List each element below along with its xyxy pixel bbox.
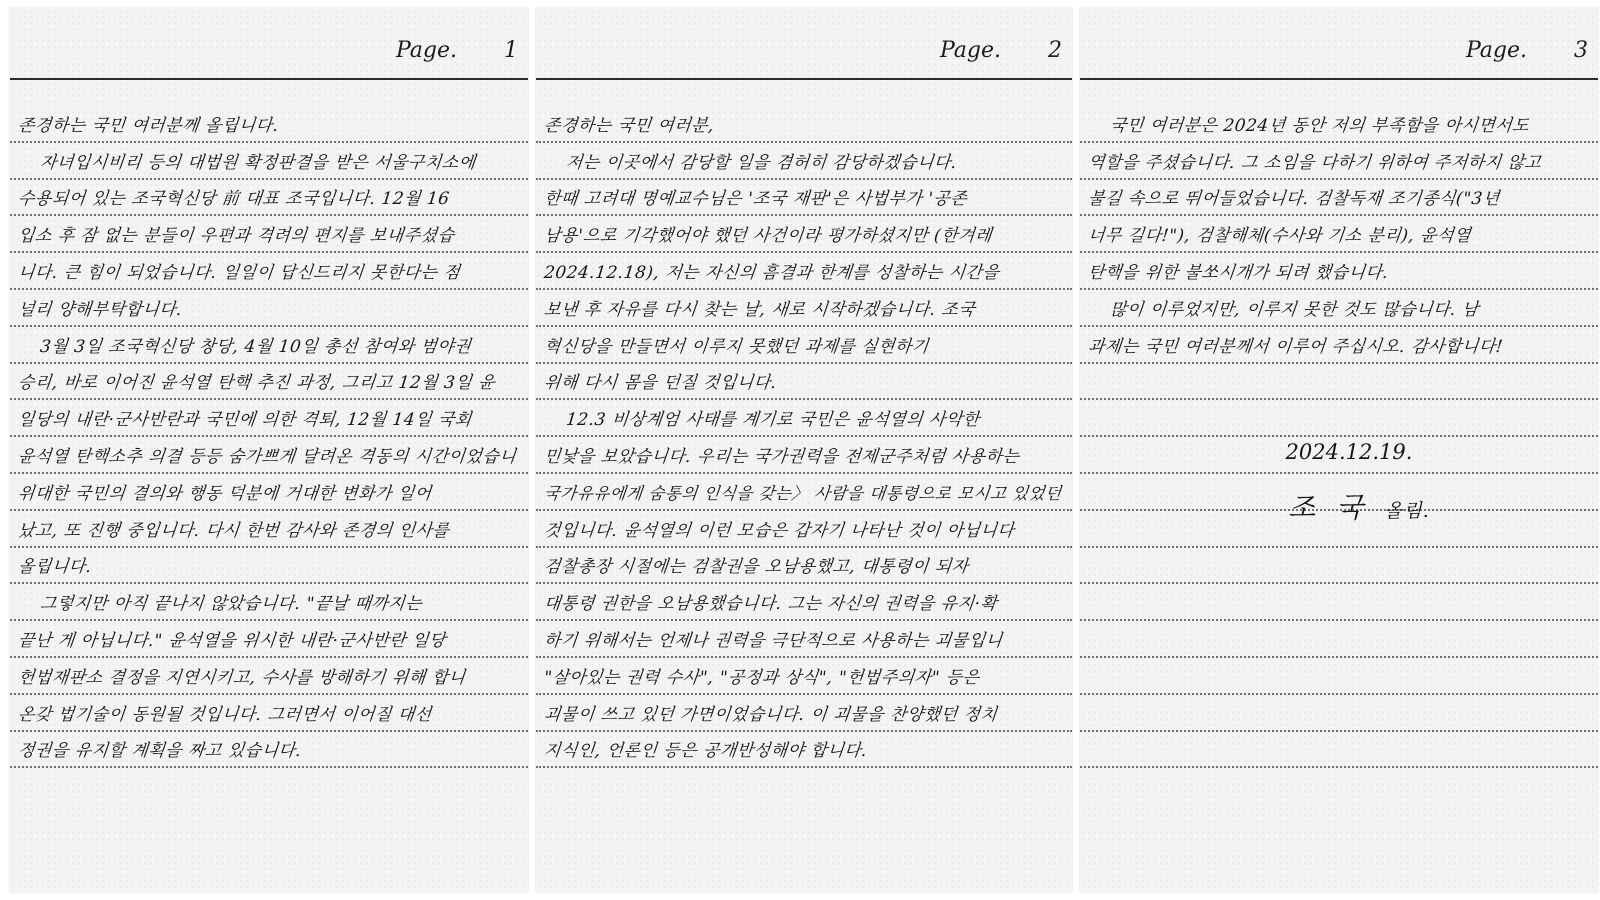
header-rule	[536, 78, 1072, 80]
handwritten-text: 많이 이루었지만, 이루지 못한 것도 많습니다. 남	[1108, 299, 1480, 320]
ruled-line	[1080, 143, 1598, 180]
handwritten-text: 한때 고려대 명예교수님은 '조국 재판'은 사법부가 '공존	[542, 189, 969, 210]
ruled-line	[536, 621, 1072, 658]
handwritten-text: 역할을 주셨습니다. 그 소임을 다하기 위하여 주저하지 않고	[1086, 152, 1543, 173]
handwritten-lines	[1080, 106, 1598, 768]
header-rule	[10, 78, 528, 80]
handwritten-text: 승리, 바로 이어진 윤석열 탄핵 추진 과정, 그리고 12월 3일 윤	[16, 373, 497, 394]
handwritten-text: 남용'으로 기각했어야 했던 사건이라 평가하셨지만 (한겨레	[542, 226, 994, 247]
handwritten-text: 존경하는 국민 여러분,	[542, 115, 716, 136]
signature	[1080, 486, 1598, 526]
ruled-line	[10, 437, 528, 474]
ruled-line	[10, 216, 528, 253]
ruled-line	[10, 584, 528, 621]
ruled-line	[1080, 400, 1598, 437]
ruled-line	[10, 511, 528, 548]
page-number: 3	[1574, 38, 1588, 63]
handwritten-text: 탄핵을 위한 불쏘시개가 되려 했습니다.	[1086, 262, 1390, 283]
handwritten-lines	[536, 106, 1072, 768]
ruled-line	[10, 400, 528, 437]
handwritten-text: 지식인, 언론인 등은 공개반성해야 합니다.	[542, 741, 869, 762]
page-header	[396, 38, 518, 63]
ruled-line	[10, 253, 528, 290]
handwritten-text: 올립니다.	[16, 557, 93, 578]
ruled-line	[536, 290, 1072, 327]
ruled-line	[536, 548, 1072, 585]
ruled-line	[536, 180, 1072, 217]
ruled-line	[536, 511, 1072, 548]
ruled-line	[1080, 290, 1598, 327]
handwritten-text: 정권을 유지할 계획을 짜고 있습니다.	[16, 741, 303, 762]
handwritten-text: 과제는 국민 여러분께서 이루어 주십시오. 감사합니다!	[1086, 336, 1505, 357]
ruled-line	[1080, 548, 1598, 585]
ruled-line	[10, 732, 528, 769]
page-header	[940, 38, 1062, 63]
ruled-line	[536, 695, 1072, 732]
ruled-line	[1080, 216, 1598, 253]
notebook-page-3	[1080, 8, 1598, 892]
page-label: Page.	[395, 38, 457, 63]
handwritten-text: 것입니다. 윤석열의 이런 모습은 갑자기 나타난 것이 아닙니다	[542, 520, 1016, 541]
handwritten-text: 났고, 또 진행 중입니다. 다시 한번 감사와 존경의 인사를	[16, 520, 451, 541]
handwritten-text: 위대한 국민의 결의와 행동 덕분에 거대한 변화가 일어	[16, 483, 433, 504]
ruled-line	[1080, 658, 1598, 695]
handwritten-text: 불길 속으로 뛰어들었습니다. 검찰독재 조기종식("3년	[1086, 189, 1501, 210]
notebook-page-1	[10, 8, 528, 892]
ruled-line	[10, 143, 528, 180]
handwritten-text: 국민 여러분은 2024년 동안 저의 부족함을 아시면서도	[1108, 115, 1531, 136]
ruled-line	[10, 695, 528, 732]
ruled-line	[536, 216, 1072, 253]
handwritten-text: 윤석열 탄핵소추 의결 등등 숨가쁘게 달려온 격동의 시간이었습니	[16, 446, 518, 467]
ruled-line	[536, 364, 1072, 401]
ruled-line	[1080, 106, 1598, 143]
ruled-line	[536, 732, 1072, 769]
ruled-line	[10, 327, 528, 364]
ruled-line	[1080, 621, 1598, 658]
handwritten-text: 혁신당을 만들면서 이루지 못했던 과제를 실현하기	[542, 336, 930, 357]
handwritten-text: 니다. 큰 힘이 되었습니다. 일일이 답신드리지 못한다는 점	[16, 262, 462, 283]
ruled-line	[10, 290, 528, 327]
handwritten-text: 끝난 게 아닙니다." 윤석열을 위시한 내란·군사반란 일당	[16, 630, 447, 651]
ruled-line	[1080, 584, 1598, 621]
handwritten-text: 너무 길다!"), 검찰해체(수사와 기소 분리), 윤석열	[1086, 226, 1473, 247]
notebook-page-2	[536, 8, 1072, 892]
handwritten-text: 널리 양해부탁합니다.	[16, 299, 184, 320]
ruled-line	[10, 548, 528, 585]
ruled-line	[536, 437, 1072, 474]
handwritten-text: 일당의 내란·군사반란과 국민에 의한 격퇴, 12월 14일 국회	[16, 410, 473, 431]
page-label: Page.	[1465, 38, 1527, 63]
handwritten-text: 자녀입시비리 등의 대법원 확정판결을 받은 서울구치소에	[38, 152, 477, 173]
handwritten-text: 12.3 비상계엄 사태를 계기로 국민은 윤석열의 사악한	[564, 410, 981, 431]
signature-name: 조 국	[1288, 491, 1370, 524]
handwritten-text: "살아있는 권력 수사", "공정과 상식", "헌법주의자" 등은	[542, 667, 981, 688]
ruled-line	[536, 584, 1072, 621]
ruled-line	[10, 474, 528, 511]
ruled-line	[10, 658, 528, 695]
ruled-line	[1080, 695, 1598, 732]
ruled-line	[536, 106, 1072, 143]
ruled-line	[1080, 327, 1598, 364]
header-rule	[1080, 78, 1598, 80]
handwritten-text: 국가유유에게 숨통의 인식을 갖는〉 사람을 대통령으로 모시고 있었던	[543, 483, 1063, 503]
page-header	[1466, 38, 1588, 63]
ruled-line	[536, 143, 1072, 180]
page-number: 1	[504, 38, 518, 63]
handwritten-text: 입소 후 잠 없는 분들이 우편과 격려의 편지를 보내주셨습	[16, 226, 456, 247]
handwritten-text: 위해 다시 몸을 던질 것입니다.	[542, 373, 778, 394]
handwritten-lines	[10, 106, 528, 768]
handwritten-text: 대통령 권한을 오남용했습니다. 그는 자신의 권력을 유지·확	[542, 594, 999, 615]
handwritten-text: 보낸 후 자유를 다시 찾는 날, 새로 시작하겠습니다. 조국	[542, 299, 977, 320]
ruled-line	[1080, 180, 1598, 217]
ruled-line	[10, 180, 528, 217]
handwritten-text: 3월 3일 조국혁신당 창당, 4월 10일 총선 참여와 범야권	[38, 336, 473, 357]
ruled-line	[1080, 253, 1598, 290]
handwritten-text: 존경하는 국민 여러분께 올립니다.	[16, 115, 280, 136]
handwritten-text: 민낯을 보았습니다. 우리는 국가권력을 전제군주처럼 사용하는	[542, 446, 1021, 467]
handwritten-text: 수용되어 있는 조국혁신당 前 대표 조국입니다. 12월 16	[16, 189, 451, 210]
handwritten-text: 검찰총장 시절에는 검찰권을 오남용했고, 대통령이 되자	[542, 557, 970, 578]
ruled-line	[10, 106, 528, 143]
handwritten-text: 2024.12.18), 저는 자신의 흠결과 한계를 성찰하는 시간을	[542, 262, 1001, 283]
handwritten-text: 저는 이곳에서 감당할 일을 겸허히 감당하겠습니다.	[564, 152, 958, 173]
page-number: 2	[1048, 38, 1062, 63]
signature-suffix: 올림.	[1384, 500, 1430, 522]
ruled-line	[536, 327, 1072, 364]
ruled-line	[10, 364, 528, 401]
handwritten-text: 온갖 법기술이 동원될 것입니다. 그러면서 이어질 대선	[16, 704, 433, 725]
ruled-line	[536, 658, 1072, 695]
ruled-line	[1080, 364, 1598, 401]
ruled-line	[536, 400, 1072, 437]
handwritten-text: 헌법재판소 결정을 지연시키고, 수사를 방해하기 위해 합니	[16, 667, 467, 688]
ruled-line	[536, 474, 1072, 511]
handwritten-text: 하기 위해서는 언제나 권력을 극단적으로 사용하는 괴물입니	[542, 630, 1004, 651]
ruled-line	[536, 253, 1072, 290]
ruled-line	[10, 621, 528, 658]
letter-date: 2024.12.19.	[1285, 440, 1413, 464]
page-label: Page.	[939, 38, 1001, 63]
handwritten-text: 그렇지만 아직 끝나지 않았습니다. "끝날 때까지는	[38, 594, 424, 615]
handwritten-text: 괴물이 쓰고 있던 가면이었습니다. 이 괴물을 찬양했던 정치	[542, 704, 999, 725]
ruled-line	[1080, 732, 1598, 769]
